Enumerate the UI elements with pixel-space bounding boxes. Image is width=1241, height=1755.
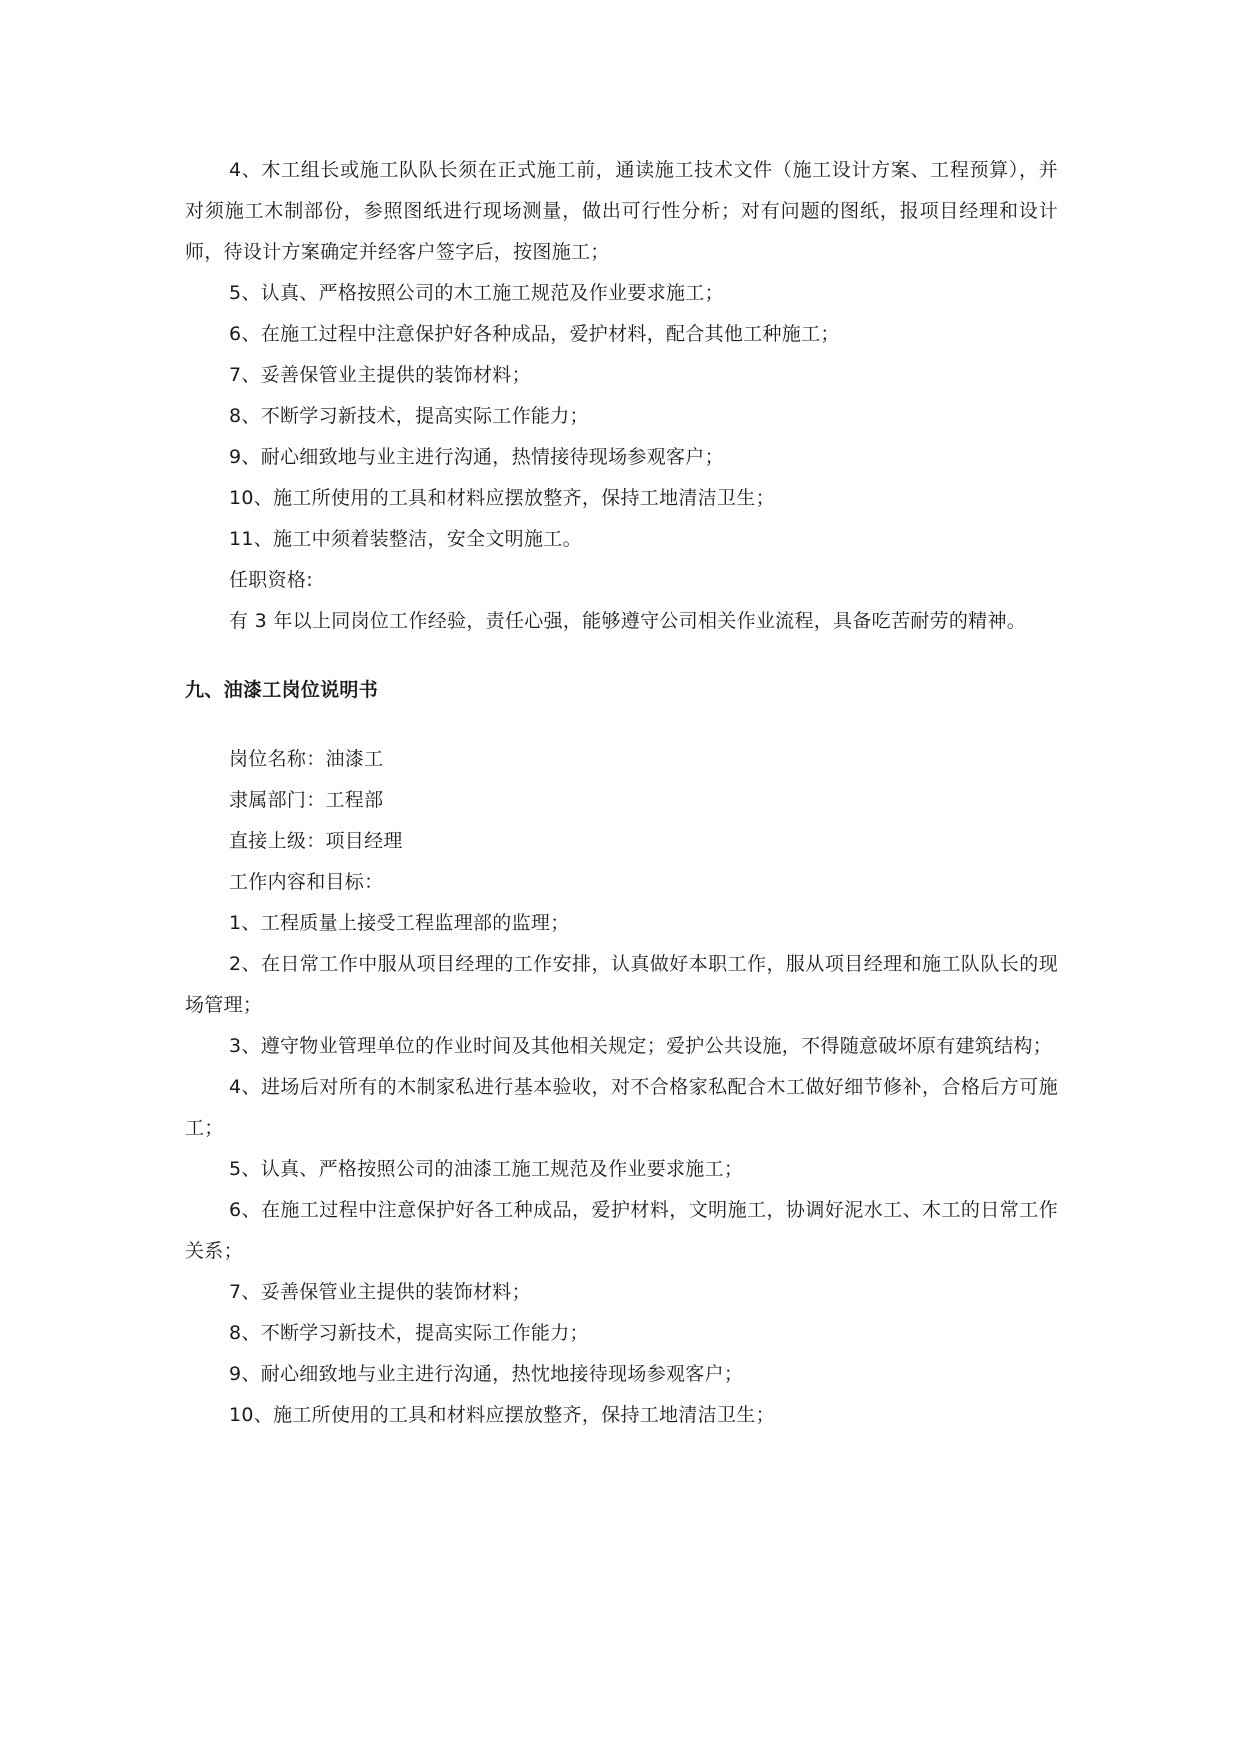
document-body bbox=[185, 150, 1058, 1436]
paragraph: 6、在施工过程中注意保护好各工种成品，爱护材料，文明施工，协调好泥水工、木工的日常工作关系； bbox=[185, 1199, 1058, 1262]
paragraph: 5、认真、严格按照公司的油漆工施工规范及作业要求施工； bbox=[229, 1158, 744, 1180]
paragraph: 4、木工组长或施工队队长须在正式施工前，通读施工技术文件（施工设计方案、工程预算），并对须施工木制部份，参照图纸进行现场测量，做出可行性分析；对有问题的图纸，报项目经理和设计师，待设计方案确定并经客户签字后，按图施工； bbox=[185, 159, 1058, 263]
paragraph: 7、妥善保管业主提供的装饰材料； bbox=[229, 364, 531, 386]
duties-label: 工作内容和目标： bbox=[229, 871, 384, 893]
paragraph: 8、不断学习新技术，提高实际工作能力； bbox=[229, 405, 589, 427]
qualifications-label: 任职资格: bbox=[229, 569, 313, 591]
section-heading: 九、油漆工岗位说明书 bbox=[185, 679, 379, 701]
carpenter-section bbox=[185, 150, 1058, 642]
paragraph: 11、施工中须着装整洁，安全文明施工。 bbox=[229, 528, 582, 550]
paragraph: 10、施工所使用的工具和材料应摆放整齐，保持工地清洁卫生； bbox=[229, 1404, 775, 1426]
paragraph: 10、施工所使用的工具和材料应摆放整齐，保持工地清洁卫生； bbox=[229, 487, 775, 509]
paragraph: 9、耐心细致地与业主进行沟通，热情接待现场参观客户； bbox=[229, 446, 724, 468]
job-title-field: 岗位名称：油漆工 bbox=[229, 748, 384, 770]
painter-section bbox=[185, 739, 1058, 1436]
paragraph: 7、妥善保管业主提供的装饰材料； bbox=[229, 1281, 531, 1303]
qualifications-text: 有 3 年以上同岗位工作经验，责任心强，能够遵守公司相关作业流程，具备吃苦耐劳的精神。 bbox=[229, 610, 1027, 632]
department-field: 隶属部门：工程部 bbox=[229, 789, 384, 811]
paragraph: 9、耐心细致地与业主进行沟通，热忱地接待现场参观客户； bbox=[229, 1363, 744, 1385]
paragraph: 6、在施工过程中注意保护好各种成品，爱护材料，配合其他工种施工； bbox=[229, 323, 840, 345]
paragraph: 4、进场后对所有的木制家私进行基本验收，对不合格家私配合木工做好细节修补，合格后方可施工； bbox=[185, 1076, 1058, 1139]
paragraph: 3、遵守物业管理单位的作业时间及其他相关规定；爱护公共设施，不得随意破坏原有建筑结构； bbox=[229, 1035, 1052, 1057]
paragraph: 8、不断学习新技术，提高实际工作能力； bbox=[229, 1322, 589, 1344]
paragraph: 1、工程质量上接受工程监理部的监理； bbox=[229, 912, 570, 934]
paragraph: 2、在日常工作中服从项目经理的工作安排，认真做好本职工作，服从项目经理和施工队队长的现场管理； bbox=[185, 953, 1058, 1016]
supervisor-field: 直接上级：项目经理 bbox=[229, 830, 403, 852]
paragraph: 5、认真、严格按照公司的木工施工规范及作业要求施工； bbox=[229, 282, 724, 304]
